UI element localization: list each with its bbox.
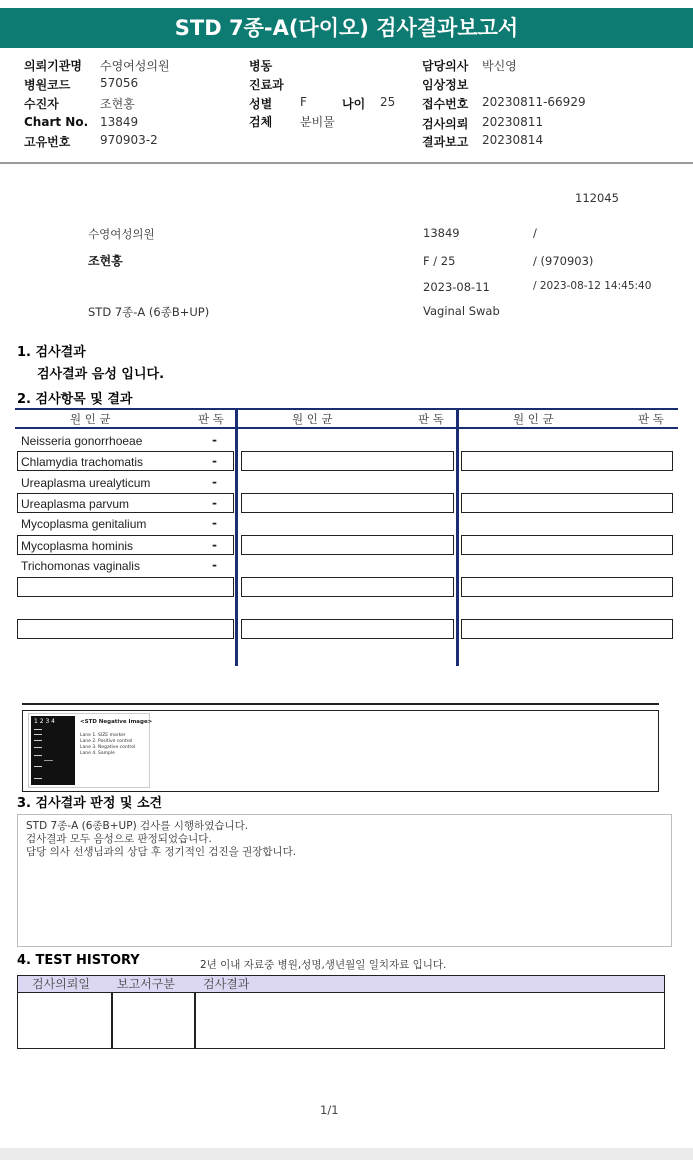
header-value: 20230814 bbox=[482, 133, 544, 147]
organism-name: Ureaplasma parvum bbox=[21, 497, 130, 511]
page-bottom-edge bbox=[0, 1148, 693, 1160]
summary-clinic: 수영여성의원 bbox=[88, 227, 155, 241]
history-col-header: 보고서구분 bbox=[111, 975, 195, 993]
col-header-result: 판 독 bbox=[418, 412, 444, 426]
result-cell-box bbox=[461, 577, 673, 597]
result-cell-box bbox=[241, 619, 454, 639]
gel-image bbox=[28, 713, 153, 788]
result-cell-box bbox=[17, 577, 234, 597]
gel-band bbox=[44, 760, 53, 761]
organism-result: - bbox=[212, 496, 217, 510]
summary-test-name: STD 7종-A (6종B+UP) bbox=[88, 305, 210, 319]
section4-title: 4. TEST HISTORY bbox=[17, 953, 140, 968]
col-header-organism: 원 인 균 bbox=[513, 412, 554, 426]
summary-chart-no: 13849 bbox=[423, 226, 460, 240]
result-cell-box bbox=[461, 451, 673, 471]
col-header-result: 판 독 bbox=[638, 412, 664, 426]
gel-band bbox=[34, 747, 42, 748]
organism-result: - bbox=[212, 538, 217, 552]
organism-result: - bbox=[212, 454, 217, 468]
col-header-result: 판 독 bbox=[198, 412, 224, 426]
history-col-divider bbox=[194, 992, 196, 1049]
header-value: 박신영 bbox=[482, 59, 517, 73]
table-top-rule bbox=[15, 408, 678, 410]
result-cell-box bbox=[241, 535, 454, 555]
gel-band bbox=[34, 734, 42, 735]
result-cell-box bbox=[461, 535, 673, 555]
findings-line: 검사결과 모두 음성으로 판정되었습니다. bbox=[26, 833, 212, 845]
header-value: 20230811-66929 bbox=[482, 95, 586, 109]
summary-patient: 조현홍 bbox=[88, 254, 123, 268]
gel-lane-numbers: 1 2 3 4 bbox=[34, 718, 55, 725]
section2-title: 2. 검사항목 및 결과 bbox=[17, 392, 133, 407]
report-title: STD 7종-A(다이오) 검사결과보고서 bbox=[0, 8, 693, 48]
header-value: 970903-2 bbox=[100, 133, 158, 147]
header-value: 20230811 bbox=[482, 115, 544, 129]
result-cell-box bbox=[241, 451, 454, 471]
gel-photo bbox=[31, 716, 75, 785]
result-cell-box bbox=[461, 493, 673, 513]
gel-divider bbox=[22, 703, 659, 705]
age-value: 25 bbox=[380, 95, 396, 109]
summary-birth: / (970903) bbox=[533, 254, 594, 268]
page-number: 1/1 bbox=[320, 1103, 339, 1117]
summary-slash: / bbox=[533, 226, 537, 240]
report-code: 112045 bbox=[575, 191, 619, 205]
header-value: 분비물 bbox=[300, 115, 335, 129]
col-header-organism: 원 인 균 bbox=[292, 412, 333, 426]
organism-result: - bbox=[212, 516, 217, 530]
summary-report-datetime: / 2023-08-12 14:45:40 bbox=[533, 280, 652, 292]
findings-line: STD 7종-A (6종B+UP) 검사를 시행하였습니다. bbox=[26, 820, 249, 832]
header-label: 고유번호 bbox=[24, 135, 71, 149]
gel-caption: Lane 4. Sample bbox=[80, 751, 115, 756]
header-value: 수영여성의원 bbox=[100, 59, 170, 73]
header-label: 성별 bbox=[249, 97, 273, 111]
organism-name: Chlamydia trachomatis bbox=[21, 455, 144, 469]
header-label: 수진자 bbox=[24, 97, 59, 111]
header-label: Chart No. bbox=[24, 115, 89, 129]
summary-specimen: Vaginal Swab bbox=[423, 304, 500, 318]
result-cell-box bbox=[241, 577, 454, 597]
gel-band bbox=[34, 755, 42, 756]
gel-caption: Lane 1. SIZE marker bbox=[80, 733, 126, 738]
summary-request-date: 2023-08-11 bbox=[423, 280, 490, 294]
organism-name: Trichomonas vaginalis bbox=[21, 559, 140, 573]
organism-name: Ureaplasma urealyticum bbox=[21, 476, 151, 490]
history-table-body bbox=[17, 992, 665, 1049]
gel-caption: Lane 2. Positive control bbox=[80, 739, 133, 744]
gel-band bbox=[34, 766, 42, 767]
header-label: 검체 bbox=[249, 115, 273, 129]
organism-name: Mycoplasma genitalium bbox=[21, 517, 147, 531]
header-value: 13849 bbox=[100, 115, 139, 129]
header-value: 조현홍 bbox=[100, 97, 135, 111]
header-divider bbox=[0, 162, 693, 164]
gel-band bbox=[34, 729, 42, 730]
history-col-header: 검사의뢰일 bbox=[17, 975, 112, 993]
header-label: 접수번호 bbox=[422, 97, 469, 111]
header-value: 57056 bbox=[100, 76, 139, 90]
header-label: 임상정보 bbox=[422, 78, 469, 92]
summary-sex-age: F / 25 bbox=[423, 254, 456, 268]
column-divider bbox=[235, 408, 238, 666]
header-label: 병원코드 bbox=[24, 78, 71, 92]
header-value: F bbox=[300, 95, 307, 109]
header-label: 진료과 bbox=[249, 78, 284, 92]
organism-result: - bbox=[212, 475, 217, 489]
organism-name: Neisseria gonorrhoeae bbox=[21, 434, 143, 448]
organism-result: - bbox=[212, 558, 217, 572]
header-label: 의뢰기관명 bbox=[24, 59, 82, 73]
section3-title: 3. 검사결과 판정 및 소견 bbox=[17, 796, 163, 811]
header-label: 담당의사 bbox=[422, 59, 469, 73]
col-header-organism: 원 인 균 bbox=[70, 412, 111, 426]
header-label: 결과보고 bbox=[422, 135, 469, 149]
history-col-header: 검사결과 bbox=[194, 975, 665, 993]
organism-result: - bbox=[212, 433, 217, 447]
findings-line: 담당 의사 선생님과의 상담 후 정기적인 검진을 권장합니다. bbox=[26, 846, 297, 858]
header-label: 검사의뢰 bbox=[422, 117, 469, 131]
gel-caption: Lane 3. Negative control bbox=[80, 745, 136, 750]
findings-box bbox=[17, 814, 672, 947]
result-cell-box bbox=[17, 619, 234, 639]
table-header-rule bbox=[15, 427, 678, 429]
history-note: 2년 이내 자료중 병원,성명,생년월일 일치자료 입니다. bbox=[200, 959, 447, 971]
section1-result-text: 검사결과 음성 입니다. bbox=[37, 367, 165, 382]
history-col-divider bbox=[111, 992, 113, 1049]
gel-caption-title: <STD Negative Image> bbox=[80, 719, 153, 725]
header-label: 병동 bbox=[249, 59, 273, 73]
gel-band bbox=[34, 740, 42, 741]
result-cell-box bbox=[241, 493, 454, 513]
organism-name: Mycoplasma hominis bbox=[21, 539, 134, 553]
section1-title: 1. 검사결과 bbox=[17, 345, 86, 360]
result-cell-box bbox=[461, 619, 673, 639]
gel-band bbox=[34, 778, 42, 779]
column-divider bbox=[456, 408, 459, 666]
age-label: 나이 bbox=[342, 97, 366, 111]
